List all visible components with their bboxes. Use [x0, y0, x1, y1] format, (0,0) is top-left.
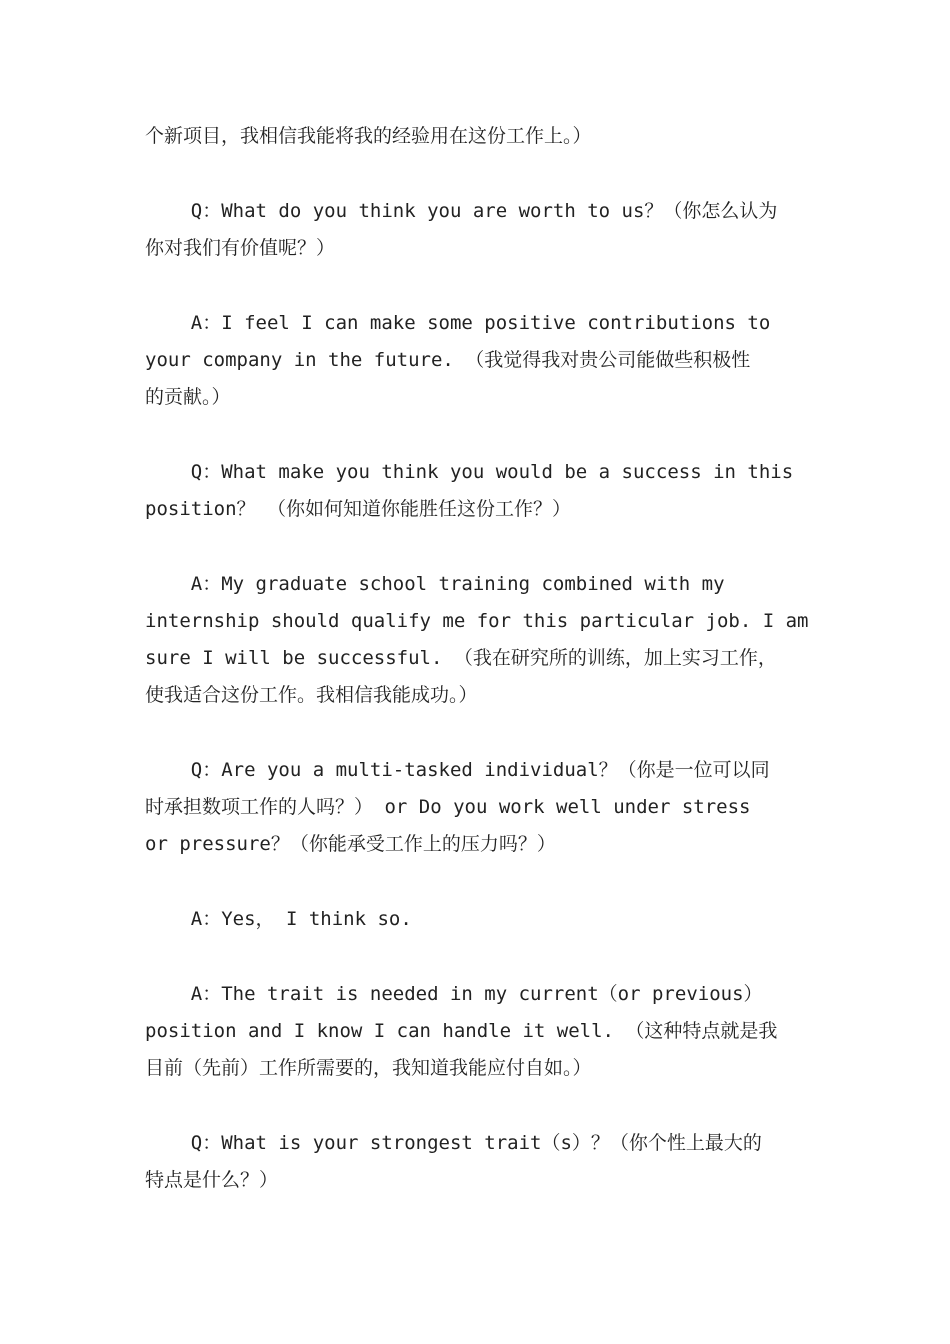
text-line: A：Yes， I think so. [145, 908, 412, 930]
text-line: internship should qualify me for this particular job. I am [145, 610, 809, 632]
text-line: position and I know I can handle it well. （这种特点就是我 [145, 1020, 778, 1042]
text-line: 特点是什么？） [145, 1169, 279, 1191]
paragraph [145, 1125, 810, 1199]
text-line: your company in the future. （我觉得我对贵公司能做些积极性 [145, 349, 751, 371]
document-body [145, 118, 810, 1237]
text-line: Q：What is your strongest trait（s）？（你个性上最大的 [145, 1132, 762, 1154]
text-line: or pressure？（你能承受工作上的压力吗？） [145, 833, 556, 855]
paragraph [145, 118, 810, 155]
text-line: sure I will be successful. （我在研究所的训练，加上实习工作， [145, 647, 777, 669]
paragraph [145, 305, 810, 416]
text-line: position？ （你如何知道你能胜任这份工作？） [145, 498, 571, 520]
text-line: 时承担数项工作的人吗？） or Do you work well under stress [145, 796, 751, 818]
text-line: Q：What make you think you would be a success in this [145, 461, 794, 483]
paragraph [145, 454, 810, 528]
paragraph [145, 566, 810, 714]
text-line: 目前（先前）工作所需要的，我知道我能应付自如。） [145, 1057, 592, 1079]
paragraph [145, 901, 810, 938]
text-line: 的贡献。） [145, 386, 231, 408]
text-line: Q：Are you a multi-tasked individual？（你是一位可以同 [145, 759, 770, 781]
paragraph [145, 752, 810, 863]
text-line: A：I feel I can make some positive contributions to [145, 312, 771, 334]
text-line: 个新项目，我相信我能将我的经验用在这份工作上。） [145, 125, 592, 147]
paragraph [145, 976, 810, 1087]
text-line: 使我适合这份工作。我相信我能成功。） [145, 684, 478, 706]
paragraph [145, 193, 810, 267]
text-line: 你对我们有价值呢？） [145, 237, 336, 259]
text-line: A：My graduate school training combined with my [145, 573, 725, 595]
text-line: Q：What do you think you are worth to us？（你怎么认为 [145, 200, 778, 222]
text-line: A：The trait is needed in my current（or previous） [145, 983, 763, 1005]
